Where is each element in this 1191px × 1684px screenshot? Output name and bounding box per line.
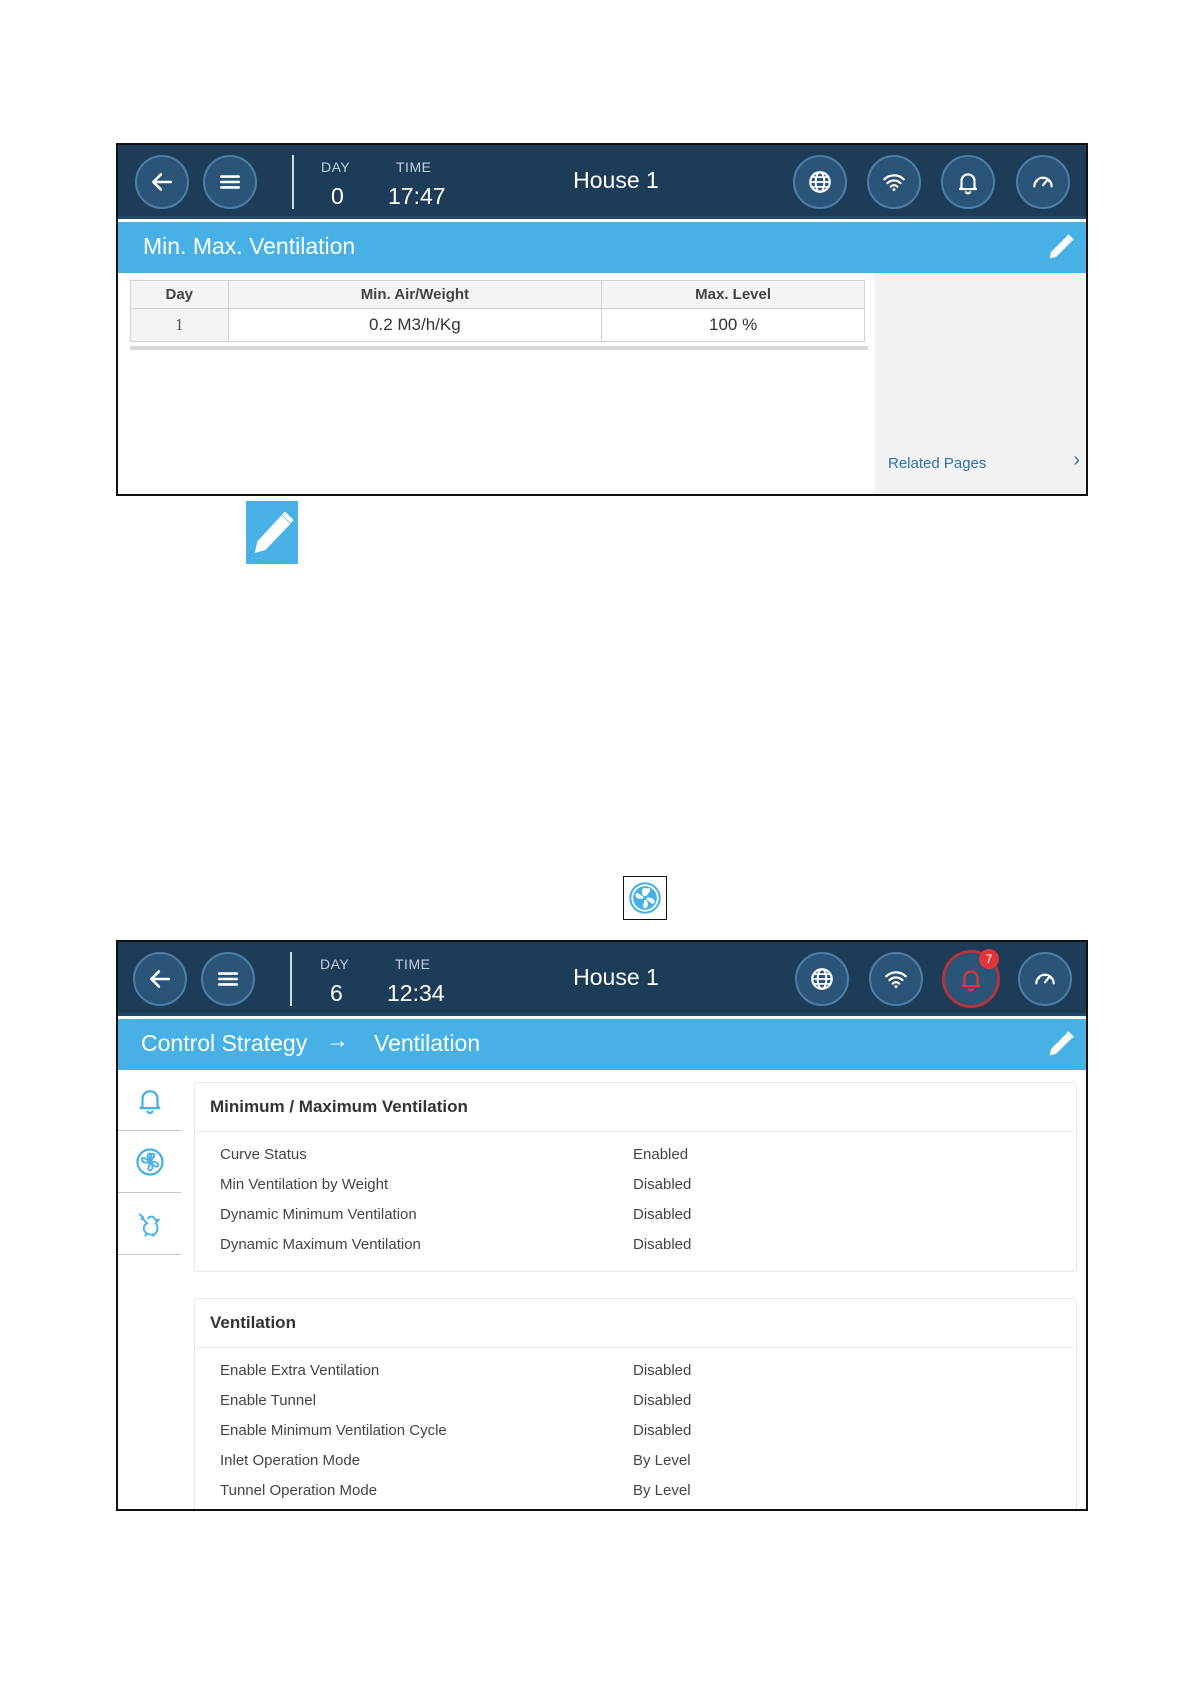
top-bar xyxy=(118,942,1086,1016)
header-divider xyxy=(290,952,292,1006)
setting-value: Disabled xyxy=(633,1176,692,1193)
house-title: House 1 xyxy=(573,964,659,990)
menu-icon xyxy=(215,966,241,992)
pencil-icon xyxy=(246,501,298,564)
chevron-right-icon[interactable]: › xyxy=(1073,449,1080,471)
col-min-air-header: Min. Air/Weight xyxy=(228,281,602,309)
menu-button[interactable] xyxy=(201,952,255,1006)
globe-button[interactable] xyxy=(795,952,849,1006)
setting-value: By Level xyxy=(633,1482,691,1499)
ventilation-card xyxy=(194,1298,1077,1511)
related-pages-link[interactable]: Related Pages xyxy=(888,455,987,472)
left-nav xyxy=(118,1070,181,1511)
edit-icon-illustration xyxy=(246,501,298,564)
wifi-button[interactable] xyxy=(869,952,923,1006)
setting-value: Disabled xyxy=(633,1362,692,1379)
bell-icon xyxy=(955,169,981,195)
nav-item-alarms[interactable] xyxy=(118,1070,181,1131)
gauge-icon xyxy=(1032,966,1058,992)
gauge-button[interactable] xyxy=(1018,952,1072,1006)
day-value: 0 xyxy=(331,183,344,209)
page-title: Min. Max. Ventilation xyxy=(143,233,356,259)
time-label: TIME xyxy=(395,956,431,972)
fan-icon-illustration xyxy=(623,876,667,920)
list-item[interactable] xyxy=(220,1206,1060,1230)
list-item[interactable] xyxy=(220,1392,1060,1416)
setting-label: Curve Status xyxy=(220,1146,307,1163)
section-divider xyxy=(195,1347,1076,1348)
alarm-count-badge: 7 xyxy=(979,949,999,969)
setting-label: Dynamic Minimum Ventilation xyxy=(220,1206,417,1223)
related-pages-panel xyxy=(875,273,1088,496)
setting-label: Enable Minimum Ventilation Cycle xyxy=(220,1422,447,1439)
header-divider xyxy=(292,155,294,209)
top-bar xyxy=(118,145,1086,219)
day-cell[interactable]: 1 xyxy=(131,309,229,342)
time-label: TIME xyxy=(396,159,432,175)
globe-icon xyxy=(807,169,833,195)
wifi-icon xyxy=(881,169,907,195)
setting-value: By Level xyxy=(633,1452,691,1469)
setting-value: Disabled xyxy=(633,1422,692,1439)
min-max-ventilation-card xyxy=(194,1082,1077,1272)
house-title: House 1 xyxy=(573,167,659,193)
fan-icon xyxy=(627,880,663,916)
min-max-table xyxy=(130,280,865,342)
setting-value: Disabled xyxy=(633,1206,692,1223)
breadcrumb-arrow-icon: → xyxy=(326,1027,349,1053)
section-title: Ventilation xyxy=(210,1313,296,1332)
setting-label: Tunnel Operation Mode xyxy=(220,1482,378,1499)
rooster-icon xyxy=(135,1209,165,1239)
breadcrumb-bar xyxy=(118,1019,1086,1070)
list-item[interactable] xyxy=(220,1482,1060,1506)
gauge-button[interactable] xyxy=(1016,155,1070,209)
max-level-cell[interactable]: 100 % xyxy=(602,309,865,342)
back-button[interactable] xyxy=(133,952,187,1006)
list-item[interactable] xyxy=(220,1236,1060,1260)
setting-value: Disabled xyxy=(633,1236,692,1253)
setting-label: Dynamic Maximum Ventilation xyxy=(220,1236,421,1253)
control-strategy-ventilation-screen xyxy=(116,940,1088,1511)
globe-button[interactable] xyxy=(793,155,847,209)
day-label: DAY xyxy=(320,956,350,972)
page-title-bar xyxy=(118,222,1086,273)
setting-label: Min Ventilation by Weight xyxy=(220,1176,389,1193)
time-value: 17:47 xyxy=(388,183,446,209)
list-item[interactable] xyxy=(220,1176,1060,1200)
list-item[interactable] xyxy=(220,1362,1060,1386)
nav-item-birds[interactable] xyxy=(118,1194,181,1255)
bell-icon xyxy=(958,966,984,992)
day-value: 6 xyxy=(330,980,343,1006)
table-header-row xyxy=(131,281,865,309)
bell-icon xyxy=(135,1085,165,1115)
setting-value: Enabled xyxy=(633,1146,689,1163)
fan-icon xyxy=(135,1147,165,1177)
edit-pencil-icon[interactable] xyxy=(1044,1027,1078,1061)
list-item[interactable] xyxy=(220,1422,1060,1446)
section-title: Minimum / Maximum Ventilation xyxy=(210,1097,468,1116)
list-item[interactable] xyxy=(220,1452,1060,1476)
min-max-ventilation-screen xyxy=(116,143,1088,496)
wifi-button[interactable] xyxy=(867,155,921,209)
wifi-icon xyxy=(883,966,909,992)
time-value: 12:34 xyxy=(387,980,445,1006)
table-row[interactable] xyxy=(131,309,865,342)
setting-label: Enable Tunnel xyxy=(220,1392,316,1409)
breadcrumb-control-strategy[interactable]: Control Strategy xyxy=(141,1030,308,1056)
menu-icon xyxy=(217,169,243,195)
back-button[interactable] xyxy=(135,155,189,209)
setting-value: Disabled xyxy=(633,1392,692,1409)
col-day-header: Day xyxy=(131,281,229,309)
min-air-cell[interactable]: 0.2 M3/h/Kg xyxy=(228,309,602,342)
setting-label: Inlet Operation Mode xyxy=(220,1452,361,1469)
back-arrow-icon xyxy=(147,966,173,992)
alarm-button[interactable] xyxy=(941,155,995,209)
list-item[interactable] xyxy=(220,1146,1060,1170)
day-label: DAY xyxy=(321,159,351,175)
setting-label: Enable Extra Ventilation xyxy=(220,1362,380,1379)
back-arrow-icon xyxy=(149,169,175,195)
menu-button[interactable] xyxy=(203,155,257,209)
globe-icon xyxy=(809,966,835,992)
breadcrumb-ventilation: Ventilation xyxy=(374,1030,481,1056)
edit-pencil-icon[interactable] xyxy=(1044,230,1078,264)
table-bottom-edge xyxy=(130,346,868,350)
section-divider xyxy=(195,1131,1076,1132)
nav-item-ventilation[interactable] xyxy=(118,1132,181,1193)
col-max-level-header: Max. Level xyxy=(602,281,865,309)
gauge-icon xyxy=(1030,169,1056,195)
